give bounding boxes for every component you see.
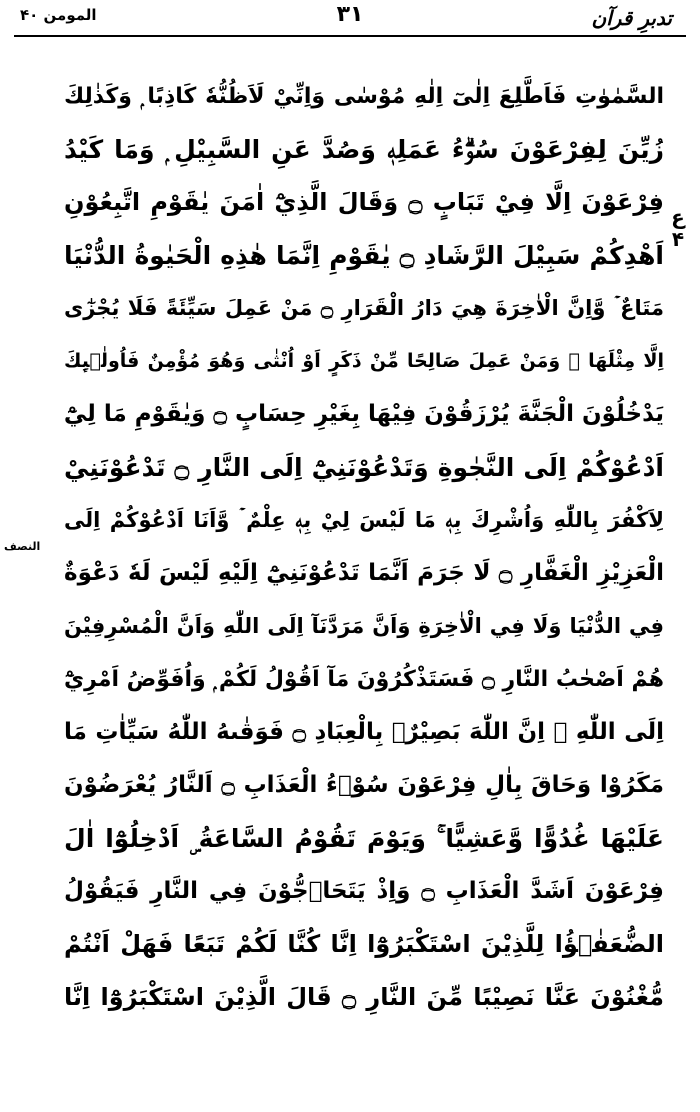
text-line-11: فِي الدُّنْيَا وَلَا فِي الْاٰخِرَةِ وَاَنَّ مَرَدَّنَآ اِلَى اللّٰهِ وَاَنَّ الْمُسْرِفِيْنَ <box>64 614 664 638</box>
half-marker: النصف <box>4 540 41 553</box>
text-line-9: لِاَكْفُرَ بِاللّٰهِ وَاُشْرِكَ بِهٖ مَا لَيْسَ لِيْ بِهٖ عِلْمٌ ۡ وَّاَنَا اَدْعُوْكُمْ اِلَى <box>64 508 664 532</box>
page-header <box>0 0 700 58</box>
text-line-1: السَّمٰوٰتِ فَاَطَّلِعَ اِلٰىٓ اِلٰهِ مُوْسٰى وَاِنِّيْ لَاَظُنُّهٗ كَاذِبًا ۭ وَكَذٰلِكَ <box>64 84 664 109</box>
text-line-3: فِرْعَوْنَ اِلَّا فِيْ تَبَابٍ ۝ وَقَالَ الَّذِيْٓ اٰمَنَ يٰقَوْمِ اتَّبِعُوْنِ <box>64 188 664 216</box>
surah-reference: المومن ۴۰ <box>20 6 97 24</box>
text-line-15: عَلَيْهَا غُدُوًّا وَّعَشِيًّا ۚ وَيَوْمَ تَقُوْمُ السَّاعَةُ ۣ اَدْخِلُوْٓا اٰلَ <box>64 824 664 853</box>
text-line-18: مُّغْنُوْنَ عَنَّا نَصِيْبًا مِّنَ النَّارِ ۝ قَالَ الَّذِيْنَ اسْتَكْبَرُوْٓا اِنَّا <box>64 983 664 1011</box>
quran-text-block <box>64 70 664 1024</box>
header-rule <box>14 35 686 37</box>
text-line-5: مَتَاعٌ ۡ وَّاِنَّ الْاٰخِرَةَ هِيَ دَارُ الْقَرَارِ ۝ مَنْ عَمِلَ سَيِّئَةً فَلَا يُجْزٰٓى <box>64 296 664 320</box>
text-line-13: اِلَى اللّٰهِ ۭ اِنَّ اللّٰهَ بَصِيْرٌۢ بِالْعِبَادِ ۝ فَوَقٰىهُ اللّٰهُ سَيِّاٰتِ مَا <box>64 719 664 745</box>
text-line-6: اِلَّا مِثْلَهَا ۚ وَمَنْ عَمِلَ صَالِحًا مِّنْ ذَكَرٍ اَوْ اُنْثٰى وَهُوَ مُؤْمِنٌ فَاُولٰۗىِٕكَ <box>64 350 664 372</box>
ruku-marker: ع ۴ <box>671 205 685 251</box>
text-line-14: مَكَرُوْا وَحَاقَ بِاٰلِ فِرْعَوْنَ سُوْۗءُ الْعَذَابِ ۝ اَلنَّارُ يُعْرَضُوْنَ <box>64 772 664 798</box>
text-line-17: الضُّعَفٰۗؤُا لِلَّذِيْنَ اسْتَكْبَرُوْٓا اِنَّا كُنَّا لَكُمْ تَبَعًا فَهَلْ اَنْتُمْ <box>64 930 664 958</box>
text-line-12: هُمْ اَصْحٰبُ النَّارِ ۝ فَسَتَذْكُرُوْنَ مَآ اَقُوْلُ لَكُمْ ۭ وَاُفَوِّضُ اَمْرِيْٓ <box>64 667 664 692</box>
text-line-4: اَهْدِكُمْ سَبِيْلَ الرَّشَادِ ۝ يٰقَوْمِ اِنَّمَا هٰذِهِ الْحَيٰوةُ الدُّنْيَا <box>64 241 664 270</box>
text-line-2: زُيِّنَ لِفِرْعَوْنَ سُوْۗءُ عَمَلِهٖ وَصُدَّ عَنِ السَّبِيْلِ ۭ وَمَا كَيْدُ <box>64 135 664 164</box>
text-line-10: الْعَزِيْزِ الْغَفَّارِ ۝ لَا جَرَمَ اَنَّمَا تَدْعُوْنَنِيْٓ اِلَيْهِ لَيْسَ لَهٗ دَعْوَةٌ <box>64 560 664 586</box>
text-line-7: يَدْخُلُوْنَ الْجَنَّةَ يُرْزَقُوْنَ فِيْهَا بِغَيْرِ حِسَابٍ ۝ وَيٰقَوْمِ مَا لِيْٓ <box>64 401 664 427</box>
text-line-8: اَدْعُوْكُمْ اِلَى النَّجٰوةِ وَتَدْعُوْنَنِيْٓ اِلَى النَّارِ ۝ تَدْعُوْنَنِيْ <box>64 453 664 482</box>
book-title: تدبرِ قرآن <box>591 6 672 30</box>
page-number: ۳۱ <box>336 2 364 27</box>
text-line-16: فِرْعَوْنَ اَشَدَّ الْعَذَابِ ۝ وَاِذْ يَتَحَاۗجُّوْنَ فِي النَّارِ فَيَقُوْلُ <box>64 878 664 904</box>
